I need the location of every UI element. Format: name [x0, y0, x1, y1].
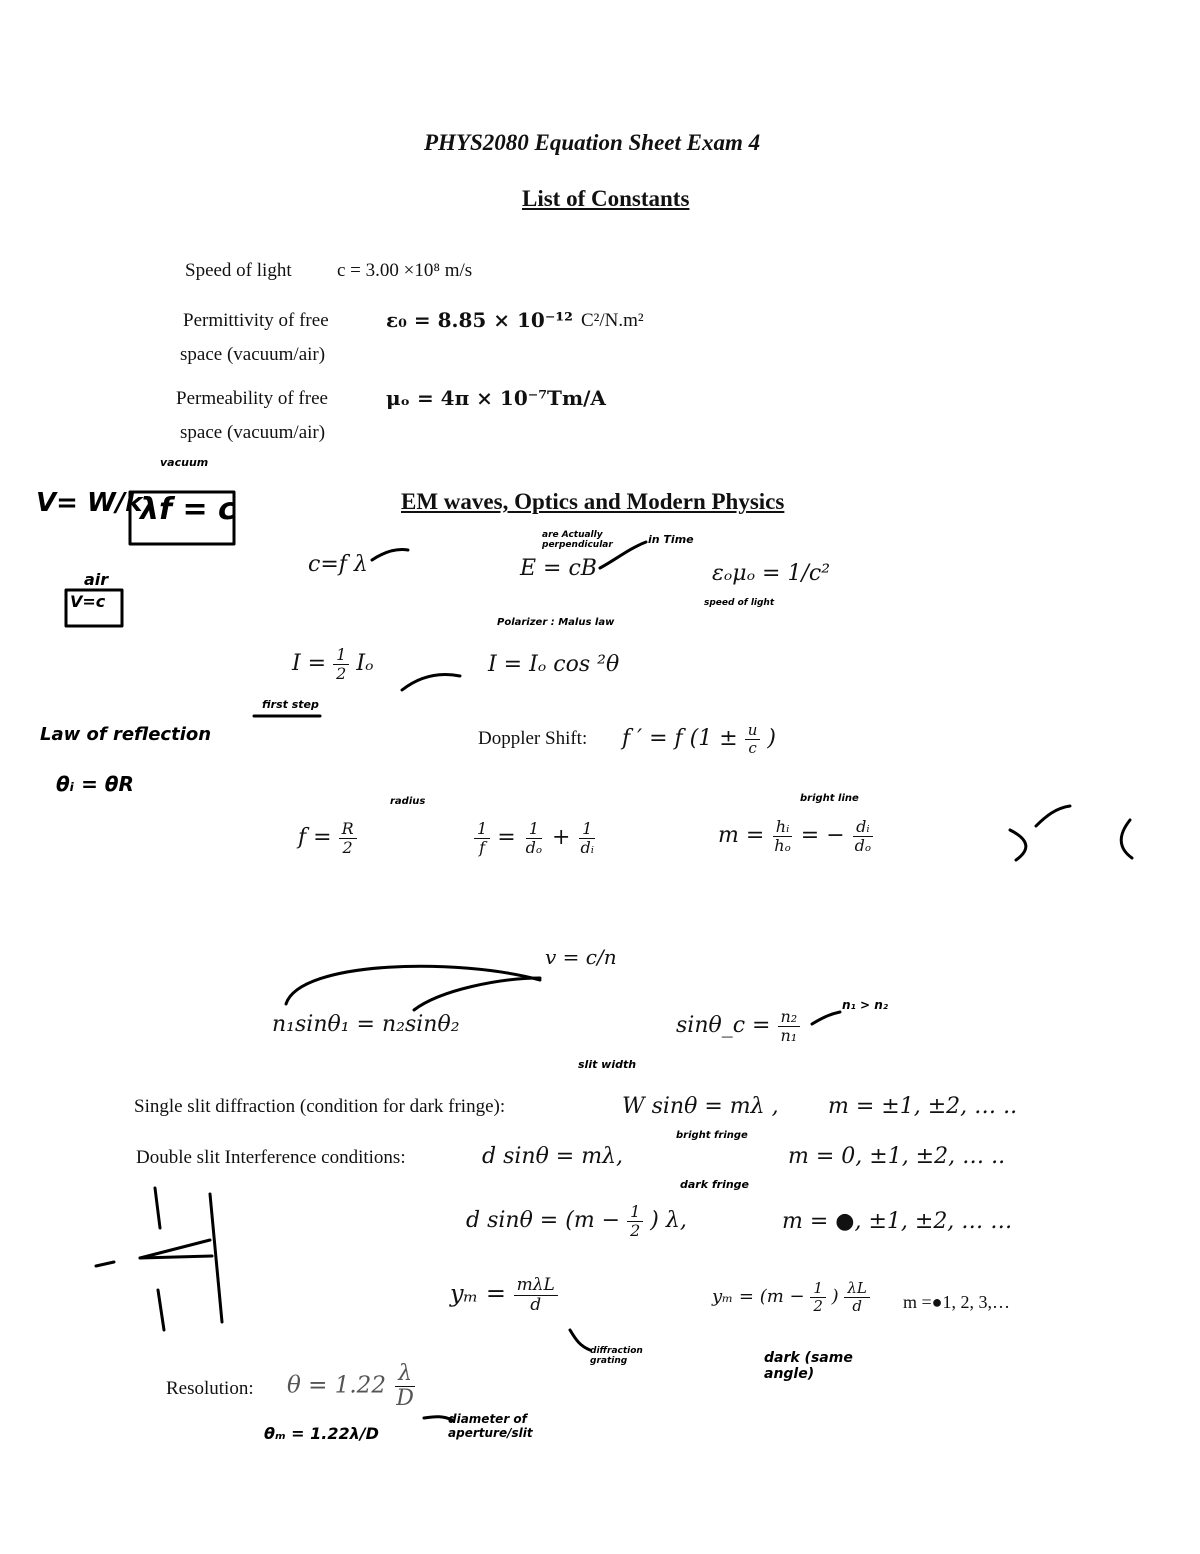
resolution-label: Resolution:	[166, 1378, 254, 1399]
mag-lhs: m =	[718, 823, 765, 849]
doppler-label: Doppler Shift:	[478, 728, 588, 749]
ym2-half-num: 1	[810, 1280, 826, 1298]
hw-arrow-snell-2	[414, 978, 540, 1010]
hw-diameter: diameter of aperture/slit	[448, 1412, 533, 1440]
hw-arrow-c	[372, 549, 408, 560]
hw-theta-equal: θᵢ = θR	[56, 772, 134, 796]
hw-v-wk: V= W/k	[36, 488, 143, 518]
lens-plus: +	[552, 825, 571, 851]
hw-slit-top	[155, 1188, 160, 1228]
ym2-num: λL	[844, 1280, 869, 1298]
magnification-equation	[718, 818, 874, 854]
perm-label-2: space (vacuum/air)	[180, 344, 326, 365]
ym-num: mλL	[514, 1276, 558, 1296]
lens-1a: 1	[474, 820, 490, 839]
double-slit-equation: d sinθ = mλ,	[482, 1144, 624, 1169]
eps-mu-equation: εₒμₒ = 1/c²	[712, 561, 831, 586]
ym2-half-den: 2	[813, 1296, 823, 1315]
section-heading: EM waves, Optics and Modern Physics	[401, 489, 785, 514]
double-slit-label: Double slit Interference conditions:	[136, 1147, 406, 1168]
snell-law: n₁sinθ₁ = n₂sinθ₂	[272, 1012, 460, 1037]
ym-lhs: yₘ =	[450, 1279, 507, 1308]
hw-n1-n2: n₁ > n₂	[842, 998, 889, 1012]
thin-lens-equation	[474, 820, 597, 856]
hw-theta-m: θₘ = 1.22λ/D	[264, 1424, 379, 1443]
hw-concave-mirror	[1010, 830, 1026, 860]
mag-mid: = −	[800, 823, 845, 849]
hw-dark-fringe: dark fringe	[680, 1178, 750, 1191]
hw-arrow-diffraction	[570, 1330, 590, 1350]
dark-num: 1	[627, 1203, 643, 1222]
doppler-lhs: f ′ = f (1 ±	[622, 726, 738, 751]
crit-num: n₂	[778, 1008, 801, 1027]
v-equation: v = c/n	[545, 945, 617, 969]
hw-bright-line: bright line	[800, 793, 859, 804]
focal-mirror	[298, 820, 357, 856]
dark-lhs: d sinθ = (m −	[466, 1208, 621, 1234]
e-equation: E = cB	[520, 556, 597, 581]
focal-den: 2	[342, 837, 353, 857]
crit-lhs: sinθ_c =	[676, 1013, 771, 1039]
c-equation: c=f λ	[308, 552, 368, 577]
ym-den: d	[530, 1294, 542, 1315]
ym-bright	[450, 1276, 558, 1314]
hw-speed-light-1: speed of light	[704, 598, 775, 608]
hw-bright-fringe: bright fringe	[676, 1130, 748, 1141]
dark-fringe-m: m = ●, ±1, ±2, … …	[782, 1209, 1013, 1234]
single-slit-label: Single slit diffraction (condition for dark fringe):	[134, 1096, 506, 1117]
hw-v-c: V=c	[70, 592, 106, 611]
hw-dark-same: dark (same angle)	[764, 1350, 853, 1382]
mag-hi: hᵢ	[773, 818, 793, 837]
permittivity-unit: C²/N.m²	[581, 310, 644, 331]
double-slit-m: m = 0, ±1, ±2, … ..	[788, 1144, 1006, 1169]
hw-are-actually: are Actually perpendicular	[542, 530, 613, 550]
hw-screen	[210, 1194, 222, 1322]
hw-source-dash	[96, 1262, 114, 1266]
page-title: PHYS2080 Equation Sheet Exam 4	[424, 130, 761, 155]
dark-fringe-equation	[466, 1203, 687, 1239]
lens-1b: 1	[526, 820, 542, 839]
perm-label-1: Permittivity of free	[183, 310, 329, 331]
ym2-mid: )	[831, 1286, 839, 1307]
intensity-half-lhs: I =	[292, 651, 327, 677]
mag-ho: hₒ	[774, 835, 791, 855]
hw-vacuum: vacuum	[160, 456, 209, 469]
hw-ray-1	[140, 1240, 210, 1258]
ym-dark	[712, 1280, 870, 1314]
lens-do: dₒ	[525, 837, 543, 857]
constants-heading: List of Constants	[522, 186, 690, 211]
mag-di: dᵢ	[853, 818, 872, 837]
lens-di: dᵢ	[580, 837, 594, 857]
hw-ray-2	[140, 1256, 212, 1258]
intensity-half-rhs: Iₒ	[356, 651, 374, 677]
ym2-lhs: yₘ = (m −	[712, 1286, 805, 1307]
hw-arrow-mirror	[1036, 806, 1070, 826]
hw-first-step: first step	[262, 698, 319, 711]
hw-arrow-snell-1	[286, 966, 540, 1004]
dark-den: 2	[630, 1220, 641, 1240]
doppler-close: )	[767, 726, 776, 751]
single-slit-equation: W sinθ = mλ ,	[622, 1094, 779, 1119]
malus-law: I = Iₒ cos ²θ	[488, 652, 620, 677]
doppler-num: u	[745, 722, 761, 740]
hw-arrow-critical	[812, 1012, 840, 1024]
intensity-half-den: 2	[336, 663, 347, 683]
light-value: c = 3.00 ×10⁸ m/s	[337, 260, 473, 281]
hw-slit-bottom	[158, 1290, 164, 1330]
permittivity-value: ε₀ = 8.85 × 10⁻¹²	[386, 308, 573, 332]
hw-air: air	[84, 570, 109, 589]
res-den: D	[396, 1386, 414, 1412]
crit-den: n₁	[780, 1025, 798, 1045]
focal-num: R	[339, 820, 357, 839]
doppler-den: c	[748, 738, 757, 757]
focal-lhs: f =	[298, 825, 332, 851]
doppler-equation	[622, 722, 776, 756]
hw-law-reflection: Law of reflection	[40, 724, 212, 745]
hw-in-time: in Time	[648, 533, 694, 546]
hw-convex-mirror	[1121, 820, 1132, 858]
mag-do: dₒ	[854, 835, 872, 855]
light-label: Speed of light	[185, 260, 292, 281]
permeability-value: μₒ = 4π × 10⁻⁷Tm/A	[386, 386, 606, 410]
critical-angle	[676, 1008, 800, 1044]
lens-f: f	[479, 837, 486, 857]
dark-rhs: ) λ,	[650, 1208, 687, 1234]
hw-slit-width: slit width	[578, 1058, 637, 1071]
res-num: λ	[395, 1362, 415, 1387]
mu-label-2: space (vacuum/air)	[180, 422, 326, 443]
lens-1c: 1	[579, 820, 595, 839]
hw-diffraction: diffraction grating	[590, 1346, 643, 1366]
mu-label-1: Permeability of free	[176, 388, 328, 409]
single-slit-m: m = ±1, ±2, … ..	[828, 1094, 1018, 1119]
intensity-half-num: 1	[333, 646, 349, 665]
hw-arrow-polarizer	[402, 675, 460, 690]
resolution-equation	[287, 1362, 417, 1411]
res-lhs: θ = 1.22	[287, 1372, 386, 1399]
lens-eq: =	[497, 825, 516, 851]
intensity-half	[292, 646, 373, 682]
hw-lambda-f-c: λf = c	[140, 492, 236, 527]
hw-polarizer-malus: Polarizer : Malus law	[497, 617, 615, 628]
ym2-den: d	[852, 1296, 862, 1315]
hw-radius: radius	[390, 796, 426, 807]
ym-dark-m: m =●1, 2, 3,…	[903, 1292, 1011, 1312]
